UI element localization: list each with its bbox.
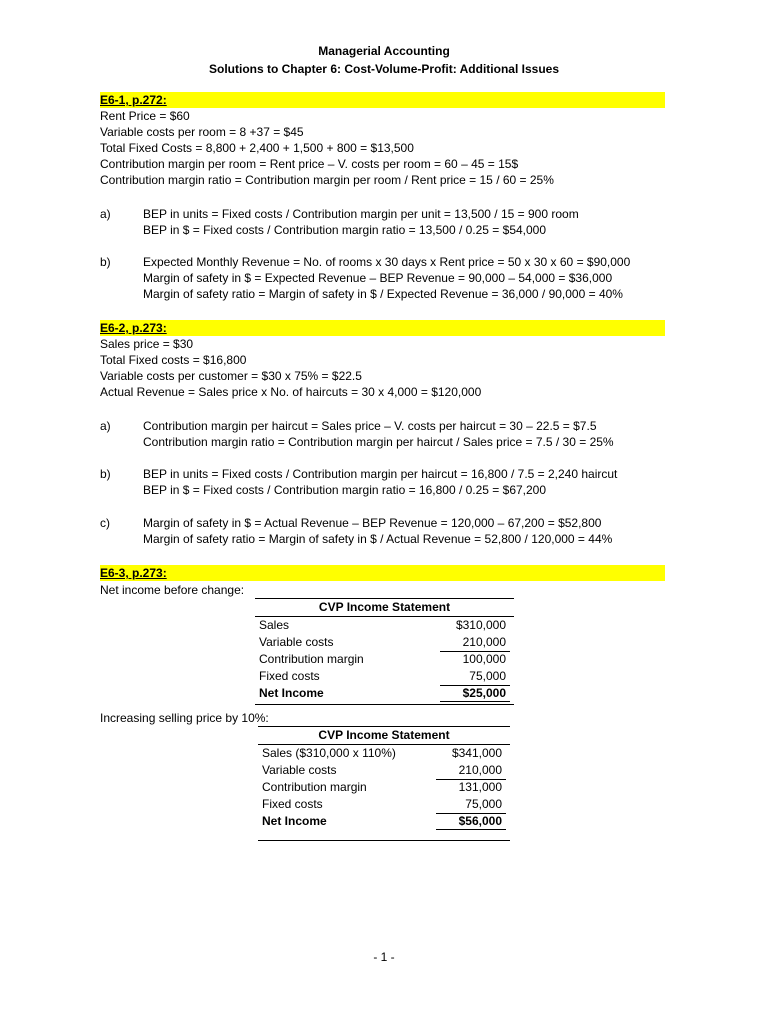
table-bottom-rule bbox=[255, 704, 514, 705]
table-row bbox=[258, 745, 510, 762]
row-label: Fixed costs bbox=[262, 797, 323, 811]
text-line: Total Fixed costs = $16,800 bbox=[100, 353, 247, 367]
text-line: Expected Monthly Revenue = No. of rooms x 30 days x Rent price = 50 x 30 x 60 = $90,000 bbox=[143, 255, 631, 269]
text-line: Increasing selling price by 10%: bbox=[100, 711, 269, 725]
row-value: $56,000 bbox=[458, 814, 502, 828]
item-label: c) bbox=[100, 516, 110, 530]
text-line: Contribution margin ratio = Contribution margin per room / Rent price = 15 / 60 = 25% bbox=[100, 173, 554, 187]
row-value: $310,000 bbox=[455, 618, 506, 632]
text-line: Contribution margin per haircut = Sales price – V. costs per haircut = 30 – 22.5 = $7.5 bbox=[143, 419, 597, 433]
row-value: 100,000 bbox=[462, 652, 506, 666]
row-label: Contribution margin bbox=[259, 652, 364, 666]
row-label: Net Income bbox=[259, 686, 324, 700]
row-label: Contribution margin bbox=[262, 780, 367, 794]
text-line: Total Fixed Costs = 8,800 + 2,400 + 1,500 + 800 = $13,500 bbox=[100, 141, 414, 155]
text-line: Net income before change: bbox=[100, 583, 245, 597]
text-line: Margin of safety in $ = Expected Revenue – BEP Revenue = 90,000 – 54,000 = $36,000 bbox=[143, 271, 613, 285]
item-label: b) bbox=[100, 467, 111, 481]
text-line: BEP in $ = Fixed costs / Contribution margin ratio = 13,500 / 0.25 = $54,000 bbox=[143, 223, 547, 237]
chapter-subtitle: Solutions to Chapter 6: Cost-Volume-Profit: Additional Issues bbox=[208, 62, 559, 76]
text-line: Sales price = $30 bbox=[100, 337, 194, 351]
row-label: Sales bbox=[259, 618, 290, 632]
row-label: Fixed costs bbox=[259, 669, 320, 683]
row-value: 75,000 bbox=[465, 797, 502, 811]
row-label: Net Income bbox=[262, 814, 327, 828]
text-line: Variable costs per customer = $30 x 75% = $22.5 bbox=[100, 369, 362, 383]
table-row bbox=[255, 634, 514, 651]
section-heading-e6-2: E6-2, p.273: bbox=[100, 320, 665, 336]
row-value: 210,000 bbox=[462, 635, 506, 649]
text-line: Contribution margin ratio = Contribution margin per haircut / Sales price = 7.5 / 30 = 25% bbox=[143, 435, 614, 449]
table-row bbox=[258, 762, 510, 779]
text-line: Margin of safety ratio = Margin of safety in $ / Actual Revenue = 52,800 / 120,000 = 44% bbox=[143, 532, 613, 546]
cvp-income-statement-before bbox=[255, 598, 514, 705]
row-label: Variable costs bbox=[259, 635, 334, 649]
row-value: 210,000 bbox=[458, 763, 502, 777]
table-row bbox=[255, 685, 514, 702]
table-row bbox=[255, 651, 514, 668]
text-line: Contribution margin per room = Rent price – V. costs per room = 60 – 45 = 15$ bbox=[100, 157, 519, 171]
text-line: Variable costs per room = 8 +37 = $45 bbox=[100, 125, 304, 139]
row-value: $25,000 bbox=[462, 686, 506, 700]
text-line: Rent Price = $60 bbox=[100, 109, 190, 123]
text-line: BEP in units = Fixed costs / Contribution margin per unit = 13,500 / 15 = 900 room bbox=[143, 207, 579, 221]
table-title: CVP Income Statement bbox=[258, 726, 510, 745]
item-label: a) bbox=[100, 207, 111, 221]
text-line: Margin of safety in $ = Actual Revenue – BEP Revenue = 120,000 – 67,200 = $52,800 bbox=[143, 516, 602, 530]
row-value: 75,000 bbox=[469, 669, 506, 683]
table-row bbox=[258, 779, 510, 796]
text-line: BEP in units = Fixed costs / Contribution margin per haircut = 16,800 / 7.5 = 2,240 haircut bbox=[143, 467, 618, 481]
row-label: Sales ($310,000 x 110%) bbox=[262, 746, 396, 760]
table-row bbox=[258, 813, 510, 830]
total-rule bbox=[440, 701, 510, 702]
table-bottom-rule bbox=[258, 840, 510, 841]
section-heading-e6-1: E6-1, p.272: bbox=[100, 92, 665, 108]
table-row bbox=[258, 796, 510, 813]
section-heading-e6-3: E6-3, p.273: bbox=[100, 565, 665, 581]
course-title: Managerial Accounting bbox=[318, 44, 450, 58]
total-rule bbox=[436, 829, 506, 830]
table-row bbox=[255, 668, 514, 685]
row-value: $341,000 bbox=[451, 746, 502, 760]
cvp-income-statement-after bbox=[258, 726, 510, 841]
text-line: Margin of safety ratio = Margin of safety in $ / Expected Revenue = 36,000 / 90,000 = 40% bbox=[143, 287, 623, 301]
row-label: Variable costs bbox=[262, 763, 337, 777]
table-row bbox=[255, 617, 514, 634]
row-value: 131,000 bbox=[458, 780, 502, 794]
table-title: CVP Income Statement bbox=[255, 598, 514, 617]
item-label: a) bbox=[100, 419, 111, 433]
item-label: b) bbox=[100, 255, 111, 269]
text-line: BEP in $ = Fixed costs / Contribution margin ratio = 16,800 / 0.25 = $67,200 bbox=[143, 483, 547, 497]
page-number: - 1 - bbox=[373, 950, 395, 964]
text-line: Actual Revenue = Sales price x No. of haircuts = 30 x 4,000 = $120,000 bbox=[100, 385, 482, 399]
